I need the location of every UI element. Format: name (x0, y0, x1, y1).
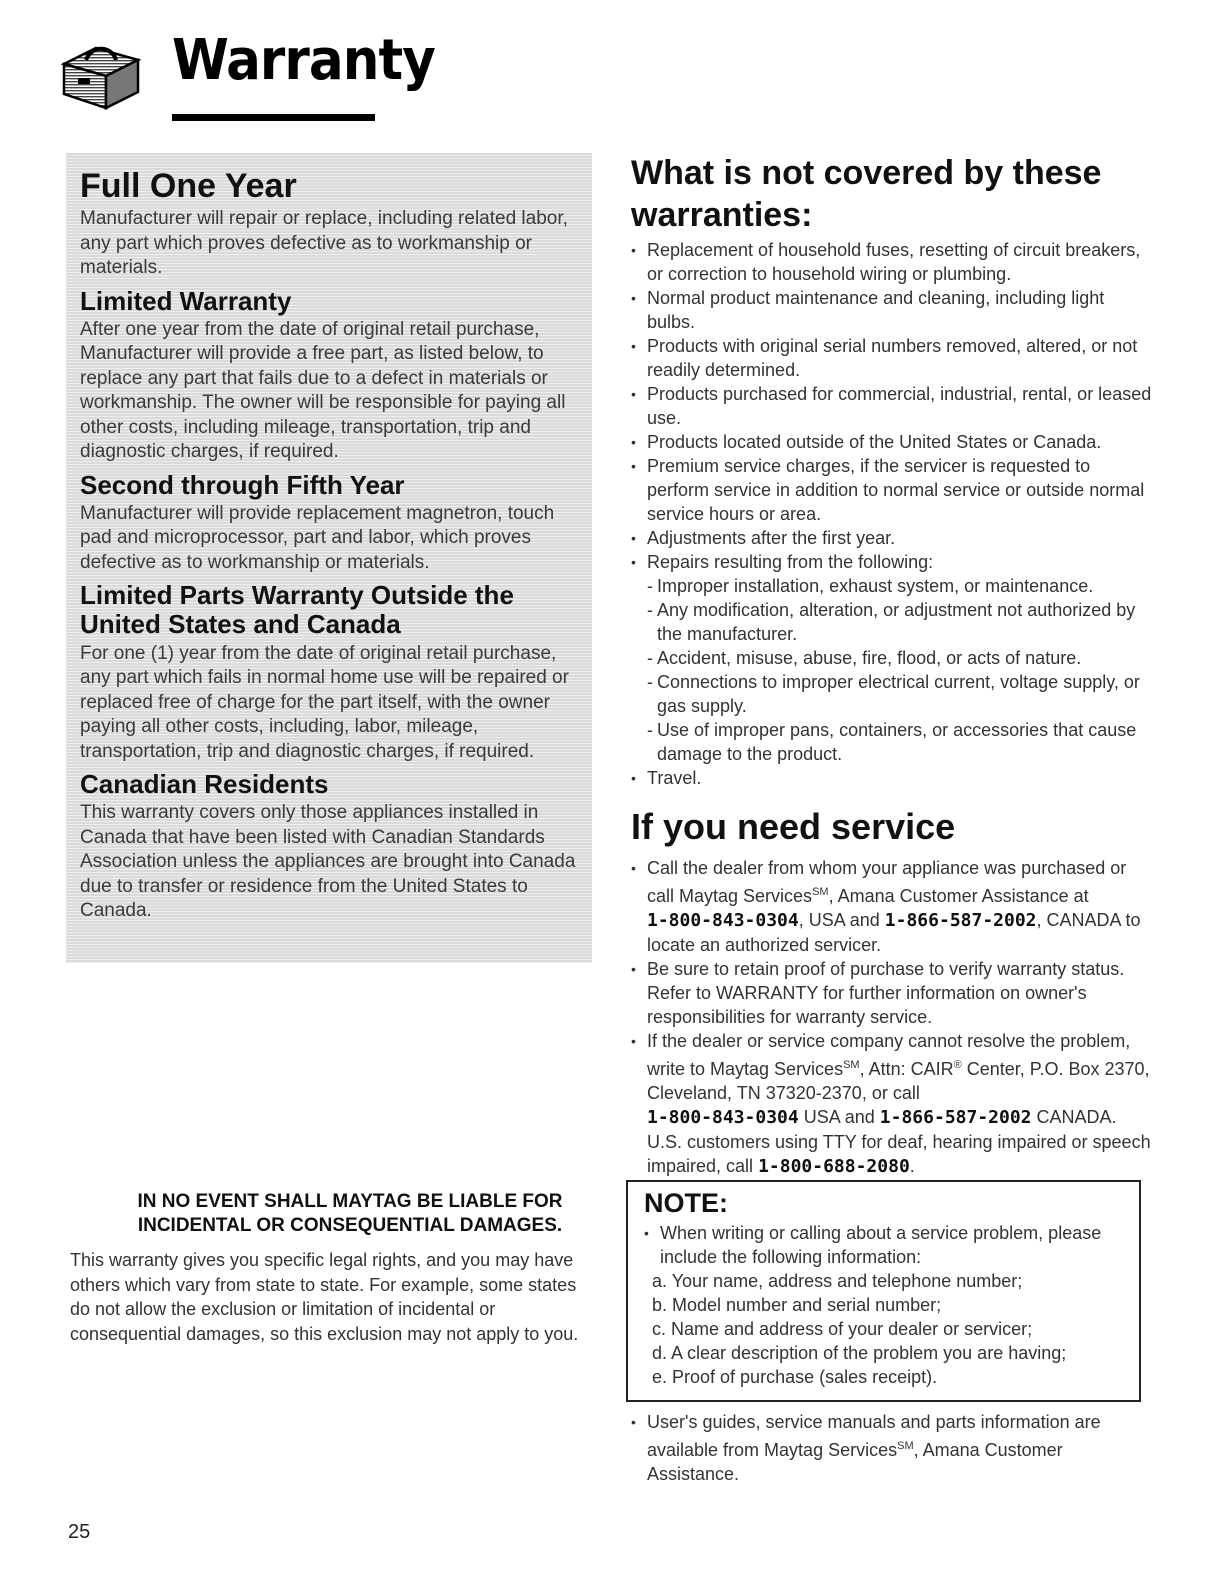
list-item: • Adjustments after the first year. (631, 526, 1156, 550)
note-box (626, 1180, 1141, 1402)
service-list (631, 856, 1156, 1179)
list-item: • Normal product maintenance and cleaning, including light bulbs. (631, 286, 1156, 334)
note-item: b. Model number and serial number; (652, 1295, 942, 1315)
guides-text: User's guides, service manuals and parts information are available from Maytag Services (647, 1412, 1101, 1460)
repairs-sublist (647, 574, 1156, 766)
service-mark: SM (897, 1440, 914, 1452)
second-fifth-year-heading: Second through Fifth Year (80, 469, 405, 500)
service-text: U.S. customers using TTY for deaf, hearing impaired or speech impaired, call (647, 1132, 1151, 1176)
note-item: e. Proof of purchase (sales receipt). (652, 1367, 938, 1387)
page-number: 25 (68, 1521, 91, 1543)
guides-text: , Amana Customer Assistance. (647, 1440, 1063, 1484)
service-heading: If you need service (631, 806, 956, 847)
note-items (644, 1269, 1127, 1389)
service-text: , USA and (798, 910, 880, 930)
service-text: . (909, 1156, 915, 1176)
phone-number: 1-866-587-2002 (884, 910, 1037, 931)
canadian-residents-heading: Canadian Residents (80, 769, 329, 800)
full-one-year-heading: Full One Year (80, 167, 297, 205)
sub-list-item: - Use of improper pans, containers, or accessories that cause damage to the product. (647, 718, 1156, 766)
sub-list-item: - Accident, misuse, abuse, fire, flood, or acts of nature. (647, 646, 1156, 670)
list-item (631, 1410, 1156, 1486)
list-item: • Travel. (631, 766, 1156, 790)
list-item (631, 856, 1156, 957)
list-item: • Replacement of household fuses, resetting of circuit breakers, or correction to household wiring or plumbing. (631, 238, 1156, 286)
service-text: Center, P.O. Box 2370, Cleveland, TN 37320-2370, or call (647, 1059, 1150, 1103)
warranty-terms-panel (66, 153, 592, 963)
list-item (631, 550, 1156, 766)
note-item: a. Your name, address and telephone number; (652, 1271, 1023, 1291)
service-text: CANADA. (1031, 1107, 1117, 1127)
not-covered-list (631, 238, 1156, 790)
not-covered-heading: What is not covered by these warranties: (631, 154, 1102, 234)
page-title: Warranty (172, 28, 435, 93)
limited-warranty-text: After one year from the date of original retail purchase, Manufacturer will provide a free part, as listed below, to replace any part that fails due to a defect in materials or workmanship. The owner will be responsible for paying all other costs, including mileage, transportation, trip and diagnostic charges, if required. (80, 318, 566, 463)
list-item: • Be sure to retain proof of purchase to verify warranty status. Refer to WARRANTY for further information on owner's responsibilities for warranty service. (631, 957, 1156, 1029)
sub-list-item: - Connections to improper electrical current, voltage supply, or gas supply. (647, 670, 1156, 718)
phone-number: 1-866-587-2002 (879, 1107, 1032, 1128)
second-fifth-year-text: Manufacturer will provide replacement magnetron, touch pad and microprocessor, part and labor, which proves defective as to workmanship or materials. (80, 502, 555, 573)
registered-mark: ® (953, 1059, 962, 1071)
service-text: If the dealer or service company cannot resolve the problem, write to Maytag Services (647, 1031, 1131, 1079)
service-text: Call the dealer from whom your appliance was purchased or call Maytag Services (647, 858, 1127, 906)
canadian-residents-text: This warranty covers only those appliances installed in Canada that have been listed with Canadian Standards Association unless the appliances are brought into Canada due to transfer or residence from the United States to Canada. (80, 802, 576, 922)
sub-list-item: - Any modification, alteration, or adjustment not authorized by the manufacturer. (647, 598, 1156, 646)
guides-list (631, 1410, 1156, 1486)
list-item: • Premium service charges, if the servicer is requested to perform service in addition to normal service or outside normal service hours or area. (631, 454, 1156, 526)
limited-warranty-heading: Limited Warranty (80, 285, 292, 316)
repairs-intro: Repairs resulting from the following: (647, 552, 934, 572)
outside-us-heading: Limited Parts Warranty Outside the United States and Canada (80, 580, 514, 640)
toolbox-icon (60, 42, 142, 112)
sub-list-item: - Improper installation, exhaust system, or maintenance. (647, 574, 1156, 598)
full-one-year-text: Manufacturer will repair or replace, including related labor, any part which proves defective as to workmanship or materials. (80, 208, 568, 279)
note-heading: NOTE: (644, 1188, 728, 1218)
note-list (644, 1221, 1127, 1269)
service-text: , Amana Customer Assistance at (828, 886, 1089, 906)
legal-rights-text: This warranty gives you specific legal rights, and you may have others which vary from state to state. For example, some states do not allow the exclusion or limitation of incidental or consequential damages, so this exclusion may not apply to you. (70, 1250, 579, 1344)
list-item: • Products with original serial numbers removed, altered, or not readily determined. (631, 334, 1156, 382)
service-text: , CANADA to locate an authorized servicer. (647, 910, 1141, 955)
title-underline (172, 114, 375, 121)
service-text: , Attn: CAIR (859, 1059, 954, 1079)
phone-number: 1-800-843-0304 (647, 1107, 799, 1128)
liability-disclaimer: IN NO EVENT SHALL MAYTAG BE LIABLE FOR INCIDENTAL OR CONSEQUENTIAL DAMAGES. (137, 1191, 563, 1236)
list-item (631, 1029, 1156, 1179)
list-item: • Products purchased for commercial, industrial, rental, or leased use. (631, 382, 1156, 430)
note-item: d. A clear description of the problem you are having; (652, 1343, 1067, 1363)
note-intro: • When writing or calling about a service problem, please include the following information: (644, 1221, 1127, 1269)
outside-us-text: For one (1) year from the date of original retail purchase, any part which fails in normal home use will be repaired or replaced free of charge for the part itself, with the owner paying all other costs, including, labor, mileage, transportation, trip and diagnostic charges, if required. (80, 642, 569, 762)
list-item: • Products located outside of the United States or Canada. (631, 430, 1156, 454)
service-text: USA and (798, 1107, 875, 1127)
note-item: c. Name and address of your dealer or servicer; (652, 1319, 1033, 1339)
service-mark: SM (812, 886, 829, 898)
phone-number: 1-800-688-2080 (758, 1156, 910, 1177)
phone-number: 1-800-843-0304 (647, 910, 799, 931)
service-mark: SM (843, 1059, 860, 1071)
